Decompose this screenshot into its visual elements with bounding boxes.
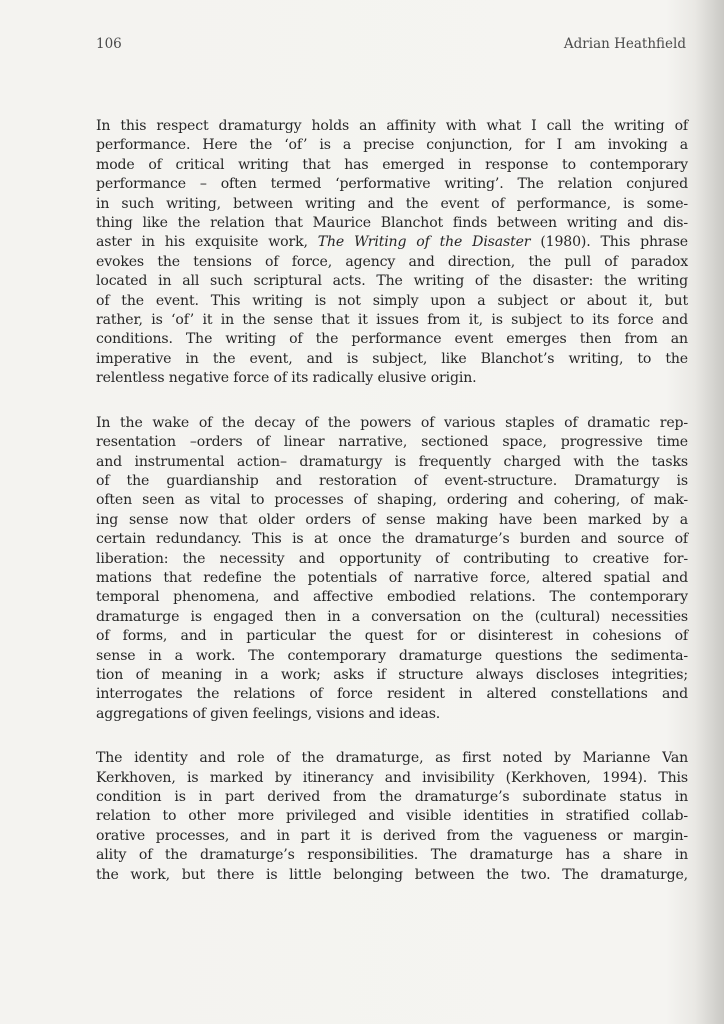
text-line: In the wake of the decay of the powers of various staples of dramatic rep- [96,414,688,431]
text-line: interrogates the relations of force resident in altered constellations and [96,686,688,703]
text-line: thing like the relation that Maurice Blanchot finds between writing and dis- [96,215,688,232]
text-line: The identity and role of the dramaturge, as first noted by Marianne Van [96,750,688,767]
text-line: sense in a work. The contemporary dramaturge questions the sedimenta- [96,647,688,664]
text-line: In this respect dramaturgy holds an affinity with what I call the writing of [96,118,688,134]
text-line: of the guardianship and restoration of event-structure. Dramaturgy is [96,472,688,489]
page-number: 106 [96,36,122,52]
text-line: the work, but there is little belonging between the two. The dramaturge, [96,866,688,883]
paragraph-2 [96,414,688,725]
text-line: rather, is ‘of’ it in the sense that it issues from it, is subject to its force and [96,312,688,329]
text-line: relation to other more privileged and visible identities in stratified collab- [96,808,688,825]
text-line: dramaturge is engaged then in a conversation on the (cultural) necessities [96,608,688,625]
text-line: liberation: the necessity and opportunity of contributing to creative for- [96,550,688,567]
paragraph-3 [96,749,688,885]
text-line: in such writing, between writing and the event of performance, is some- [96,195,688,212]
text-line: of the event. This writing is not simply upon a subject or about it, but [96,292,688,309]
text-line: temporal phenomena, and affective embodied relations. The contemporary [96,589,688,606]
book-title: The Writing of the Disaster [317,234,531,251]
running-head: Adrian Heathfield [563,36,686,52]
text-line: located in all such scriptural acts. The writing of the disaster: the writing [96,273,688,290]
text-line: aggregations of given feelings, visions and ideas. [96,705,441,722]
text-line: of forms, and in particular the quest for or disinterest in cohesions of [96,628,688,645]
text-line: ing sense now that older orders of sense making have been marked by a [96,511,688,528]
text-fragment: aster in his exquisite work, [96,234,318,251]
text-line: and instrumental action– dramaturgy is frequently charged with the tasks [96,453,688,470]
paragraph-1 [96,117,688,389]
text-line: conditions. The writing of the performance event emerges then from an [96,331,688,348]
page-header [96,36,686,56]
text-line: mations that redefine the potentials of narrative force, altered spatial and [96,569,688,586]
text-line: tion of meaning in a work; asks if structure always discloses integrities; [96,666,688,683]
text-line: imperative in the event, and is subject, like Blanchot’s writing, to the [96,350,688,367]
text-line: often seen as vital to processes of shaping, ordering and cohering, of mak- [96,492,688,509]
text-line: evokes the tensions of force, agency and direction, the pull of paradox [96,253,688,270]
text-line: performance – often termed ‘performative writing’. The relation conjured [96,176,688,193]
text-line: ality of the dramaturge’s responsibilities. The dramaturge has a share in [96,847,688,864]
text-line: Kerkhoven, is marked by itinerancy and invisibility (Kerkhoven, 1994). This [96,769,688,786]
text-line: relentless negative force of its radically elusive origin. [96,370,477,387]
text-fragment: (1980). This phrase [530,234,688,251]
text-line: certain redundancy. This is at once the dramaturge’s burden and source of [96,531,688,548]
text-line-with-title [96,233,688,252]
text-line: resentation –orders of linear narrative, sectioned space, progressive time [96,434,688,451]
text-line: condition is in part derived from the dramaturge’s subordinate status in [96,789,688,805]
text-line: orative processes, and in part it is derived from the vagueness or margin- [96,827,688,844]
text-line: performance. Here the ‘of’ is a precise conjunction, for I am invoking a [96,137,688,154]
text-line: mode of critical writing that has emerged in response to contemporary [96,156,688,173]
body-text [96,117,688,910]
